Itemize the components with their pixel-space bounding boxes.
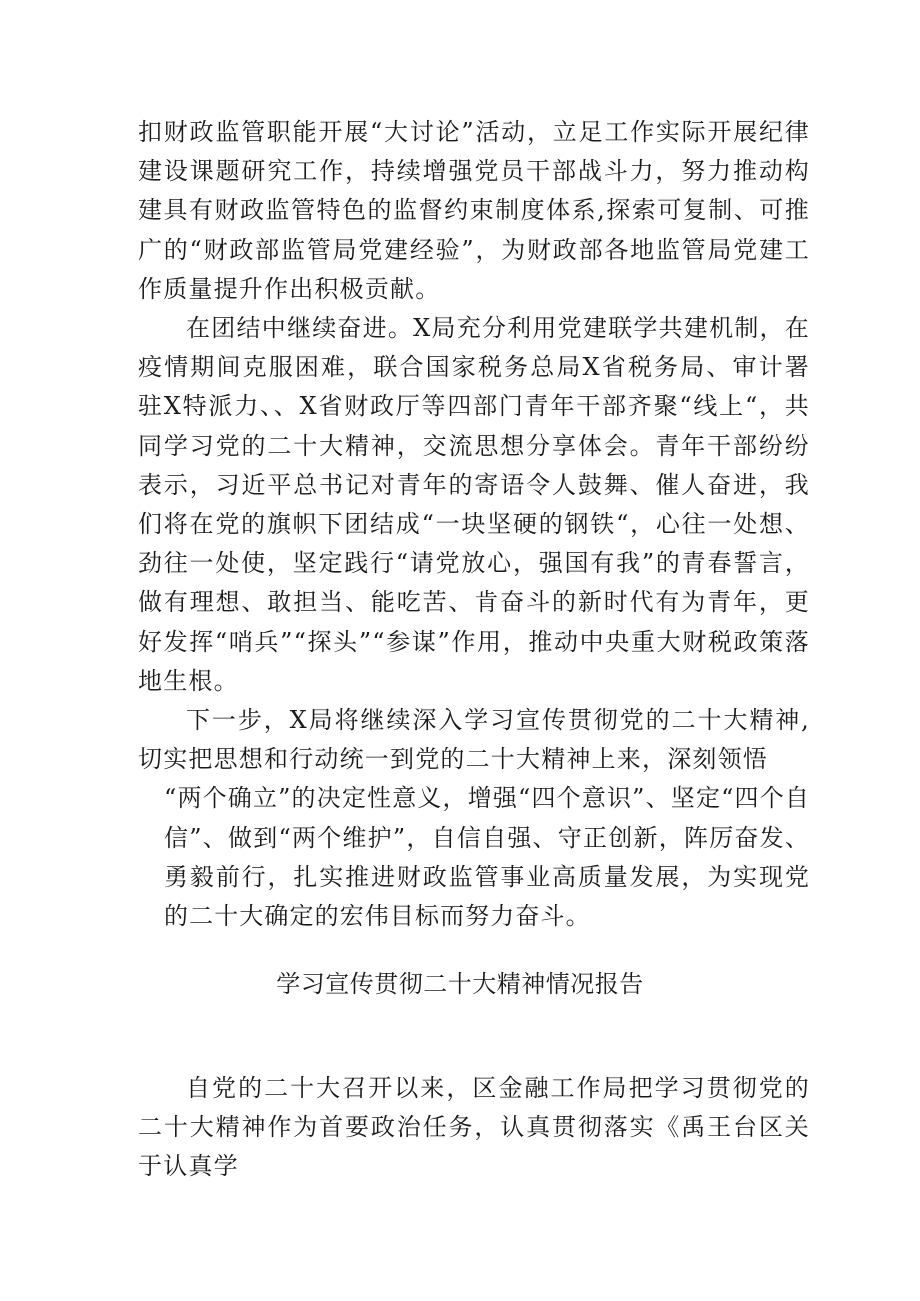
report-body — [138, 1069, 810, 1187]
paragraph-continuation: 扣财政监管职能开展“大讨论”活动，立足工作实际开展纪律建设课题研究工作，持续增强党员干部战斗力，努力推动构建具有财政监管特色的监督约束制度体系,探索可复制、可推广的“财政部监管局党建经验”，为财政部各地监管局党建工作质量提升作出积极贡献。 — [138, 118, 810, 303]
section-title: 学习宣传贯彻二十大精神情况报告 — [276, 970, 644, 998]
paragraph-next-step-continued: “两个确立”的决定性意义，增强“四个意识”、坚定“四个自信”、做到“两个维护”，自信自强、守正创新，阵厉奋发、勇毅前行，扎实推进财政监管事业高质量发展，为实现党的二十大确定的宏伟目标而努力奋斗。 — [164, 784, 810, 931]
paragraph-report-intro: 自党的二十大召开以来，区金融工作局把学习贯彻党的二十大精神作为首要政治任务，认真贯彻落实《禹王台区关于认真学 — [138, 1074, 810, 1181]
document-body — [138, 113, 810, 936]
paragraph-next-step: 下一步，X局将继续深入学习宣传贯彻党的二十大精神,切实把思想和行动统一到党的二十大精神上来，深刻领悟 — [138, 706, 810, 774]
paragraph-unity: 在团结中继续奋进。X局充分利用党建联学共建机制，在疫情期间克服困难，联合国家税务总局X省税务局、审计署驻X特派力、、X省财政厅等四部门青年干部齐聚“线上“，共同学习党的二十大精神，交流思想分享体会。青年干部纷纷表示，习近平总书记对青年的寄语令人鼓舞、催人奋进，我们将在党的旗帜下团结成“一块坚硬的钢铁“，心往一处想、劲往一处使，坚定践行“请党放心，强国有我”的青春誓言，做有理想、敢担当、能吃苦、肯奋斗的新时代有为青年，更好发挥“哨兵”“探头”“参谋”作用，推动中央重大财税政策落地生根。 — [138, 314, 810, 695]
